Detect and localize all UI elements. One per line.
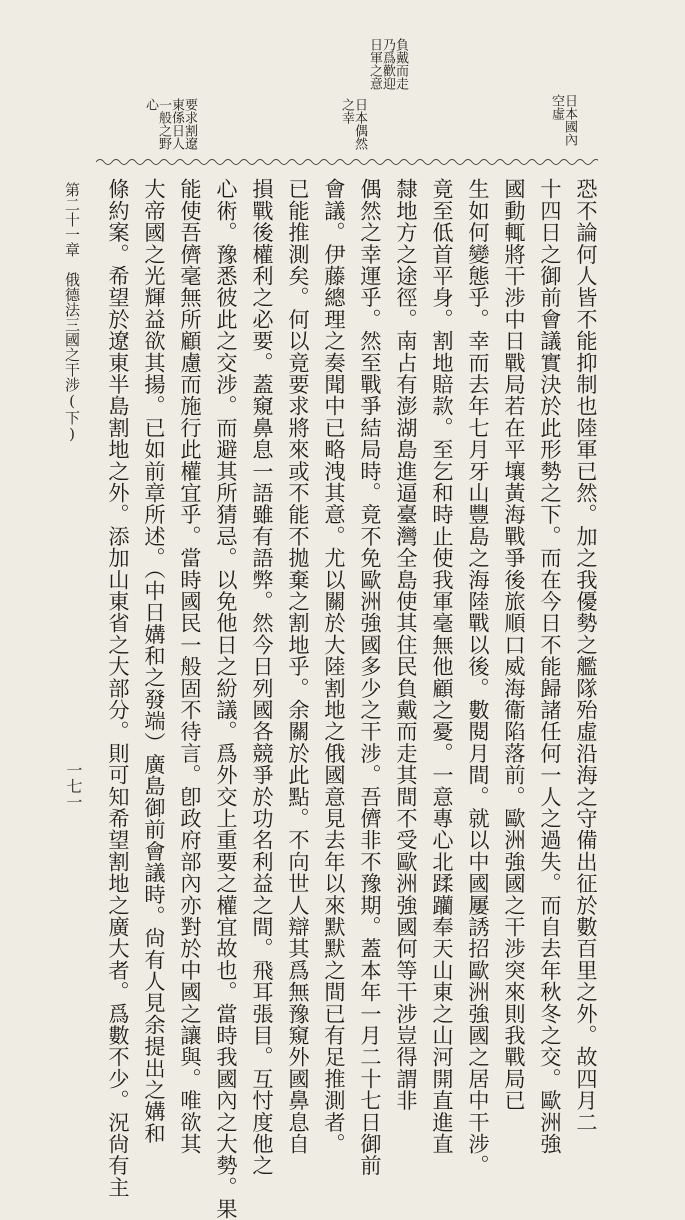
text-column: 心術。豫悉彼此之交涉。而避其所猜忌。以免他日之紛議。爲外交上重要之權宜故也。當時我國內之大勢。果 — [214, 178, 239, 1220]
text-column: 損戰後權利之必要。蓋窺鼻息一語雖有語弊。然今日列國各競爭於功名利益之間。飛耳張目。互忖度他之 — [250, 178, 275, 1177]
margin-note-column: 空虛 — [549, 94, 564, 120]
text-column: 十四日之御前會議實決於此形勢之下。而在今日不能歸諸任何一人之過失。而自去年秋冬之交。歐洲強 — [538, 178, 563, 1155]
margin-note-column: 一般之野 — [156, 98, 171, 150]
margin-note-column: 東係日人 — [169, 98, 184, 150]
margin-note-column: 乃爲歡迎 — [380, 38, 395, 90]
text-column: 偶然之幸運乎。然至戰爭結局時。竟不免歐洲強國多少之干涉。吾儕非不豫期。蓋本年一月二十七日御前 — [358, 178, 383, 1177]
margin-note-column: 負戴而走 — [393, 38, 408, 90]
page-number: 一七一 — [64, 762, 83, 810]
margin-note-domestic-emptiness — [550, 94, 576, 154]
text-column: 國動輒將干涉中日戰局若在平壤黃海戰爭後旅順口威海衞陷落前。歐洲強國之干涉突來則我戰局已 — [502, 178, 527, 1112]
margin-note-column: 日本偶然 — [352, 98, 367, 150]
text-column: 恐不論何人皆不能抑制也陸軍已然。加之我優勢之艦隊殆虛沿海之守備出征於數百里之外。故四月二 — [574, 178, 599, 1133]
running-head-chapter: 第二十一章 俄德法三國之干涉(下) — [63, 182, 81, 443]
text-column: 能使吾儕毫無所顧慮而施行此權宜乎。當時國民一般固不待言。卽政府部內亦對於中國之讓與。唯欲其 — [178, 178, 203, 1155]
margin-note-column: 日軍之意 — [367, 38, 382, 90]
text-column: 隸地方之途徑。南占有澎湖島進逼臺灣全島使其住民負戴而走其間不受歐洲強國何等干涉豈得謂非 — [394, 178, 419, 1112]
text-column: 竟至低首平身。割地賠款。至乞和時止使我軍毫無他顧之憂。一意專心北蹂躪奉天山東之山河開直進直 — [430, 178, 455, 1155]
text-column: 生如何變態乎。幸而去年七月牙山豐島之海陸戰以後。數閱月間。就以中國屢誘招歐洲強國之居中干涉。 — [466, 178, 491, 1177]
text-column: 會議。伊藤總理之奏聞中已略洩其意。尤以關於大陸割地之俄國意見去年以來默默之間已有足推測者。 — [322, 178, 347, 1155]
wavy-divider — [96, 156, 598, 168]
text-column: 大帝國之光輝益欲其揚。已如前章所述。（中日媾和之發端）廣島御前會議時。尙有人見余提出之媾和 — [142, 178, 167, 1144]
text-column: 條約案。希望於遼東半島割地之外。添加山東省之大部分。則可知希望割地之廣大者。爲數不少。況尙有主 — [106, 178, 131, 1198]
margin-note-japan-luck — [340, 98, 366, 158]
margin-note-column: 要求割遼 — [182, 98, 197, 150]
margin-note-column: 心 — [143, 98, 158, 111]
text-column: 已能推測矣。何以竟要求將來或不能不拋棄之割地乎。余關於此點。不向世人辯其爲無豫窺外國鼻息自 — [286, 178, 311, 1155]
margin-note-welcome-japanese — [368, 38, 407, 98]
margin-note-column: 之幸 — [339, 98, 354, 124]
margin-note-liaodong-demand — [144, 98, 196, 158]
margin-note-column: 日本國內 — [562, 94, 577, 146]
